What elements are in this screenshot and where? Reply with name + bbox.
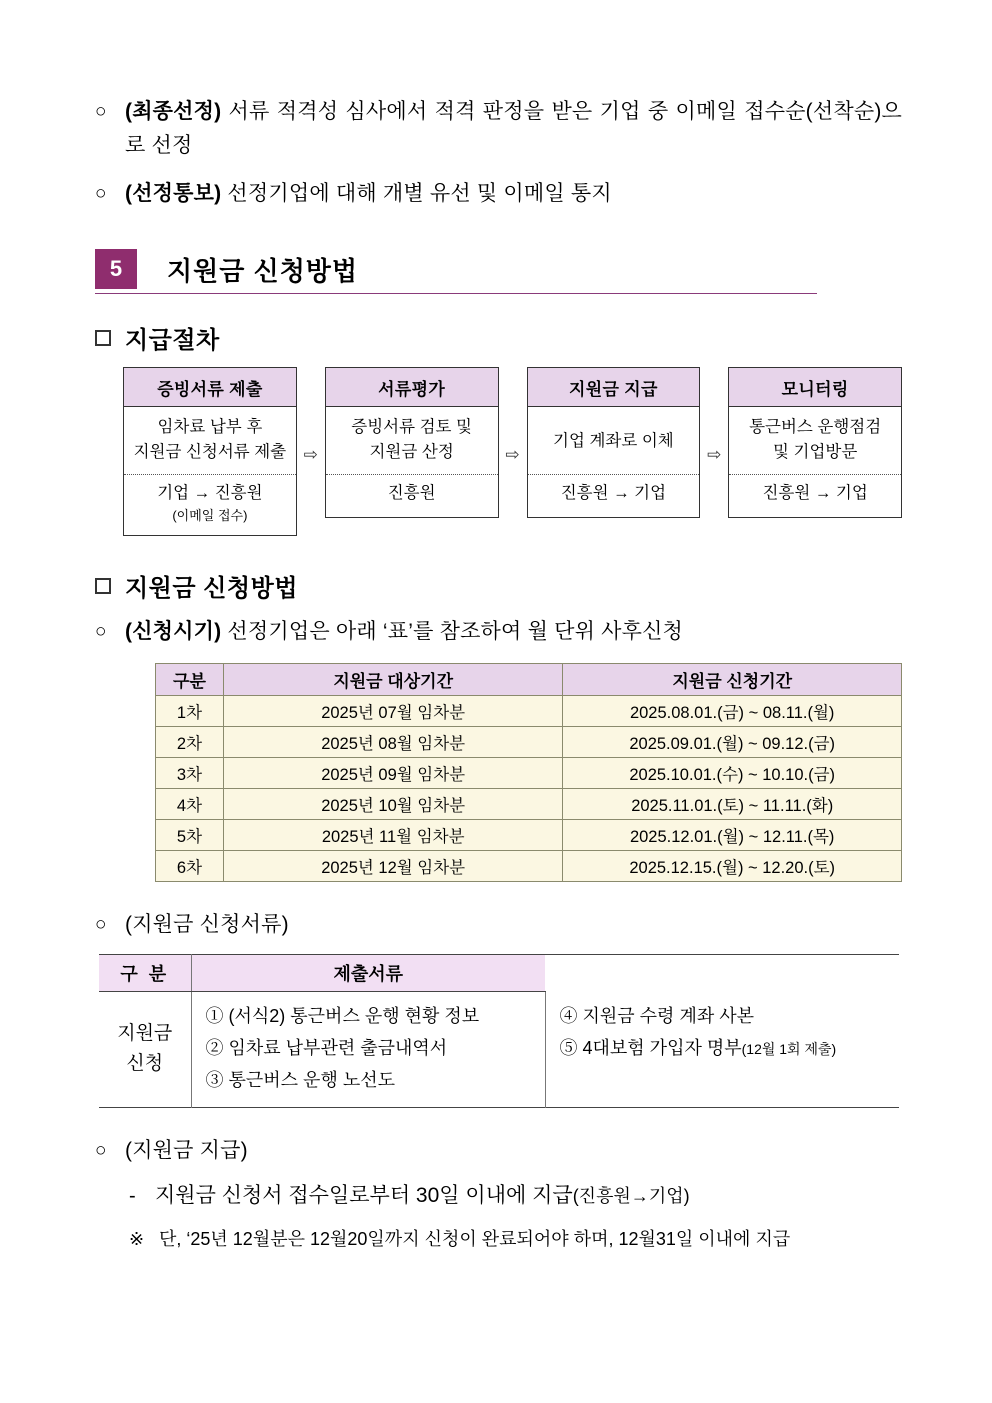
document-item: ① (서식2) 통근버스 운행 현황 정보 [205, 1006, 480, 1027]
table-row [99, 992, 899, 1108]
table-header-row [99, 955, 899, 992]
flow-step-detail: 증빙서류 검토 및 지원금 산정 [326, 407, 498, 475]
flow-step-title: 지원금 지급 [528, 368, 700, 407]
document-item: ④ 지원금 수령 계좌 사본 [559, 1005, 754, 1026]
process-flow-diagram [123, 367, 902, 536]
bullet-circle-icon: ○ [95, 1139, 107, 1161]
cell-target-period: 2025년 12월 임차분 [223, 851, 562, 882]
flow-step-actor-text: 진흥원 [387, 484, 436, 502]
cell-application-period: 2025.10.01.(수) ~ 10.10.(금) [563, 758, 902, 789]
flow-step-title: 증빙서류 제출 [124, 368, 296, 407]
subsection-title: 지원금 신청방법 [125, 575, 298, 602]
schedule-table [155, 663, 902, 882]
table-row [156, 789, 902, 820]
documents-table [99, 954, 899, 1108]
cell-application-period: 2025.12.15.(월) ~ 12.20.(토) [563, 851, 902, 882]
note-text: 단, ‘25년 12월분은 12월20일까지 신청이 완료되어야 하며, 12월31일 이내에 지급 [159, 1228, 791, 1249]
bullet-rest: 선정기업에 대해 개별 유선 및 이메일 통지 [221, 182, 612, 205]
sub-list-note: (진흥원→기업) [572, 1185, 690, 1206]
bullet-text: (지원금 신청서류) [125, 913, 289, 936]
flow-step-detail: 기업 계좌로 이체 [528, 407, 700, 475]
document-item: ② 임차료 납부관련 출금내역서 [205, 1038, 448, 1059]
subsection-title: 지급절차 [125, 327, 220, 354]
note-item [129, 1224, 902, 1254]
document-item-spacer [560, 1065, 890, 1097]
bullet-text: (지원금 지급) [125, 1138, 248, 1162]
cell-category: 5차 [156, 820, 224, 851]
arrow-right-icon: ⇨ [505, 445, 520, 464]
flow-step-actor [528, 475, 700, 517]
document-item-text: ⑤ 4대보험 가입자 명부 [559, 1037, 742, 1058]
flow-step-actor-text: 진흥원 → 기업 [560, 484, 667, 502]
flow-step-3 [527, 367, 701, 518]
cell-documents-right [545, 992, 899, 1108]
flow-step-actor-text: 진흥원 → 기업 [762, 484, 868, 502]
sub-list-item [129, 1180, 902, 1212]
bullet-circle-icon: ○ [95, 621, 107, 642]
asterisk-note-icon: ※ [129, 1228, 145, 1249]
list-item [95, 908, 902, 942]
table-header-row [156, 664, 902, 696]
arrow-right-icon: ⇨ [707, 445, 722, 464]
flow-step-1 [123, 367, 297, 536]
bullet-circle-icon: ○ [95, 101, 107, 122]
cell-documents-left [191, 992, 545, 1108]
cell-category: 1차 [156, 696, 224, 727]
bullet-rest: 서류 적격성 심사에서 적격 판정을 받은 기업 중 이메일 접수순(선착순)으로 선정 [125, 100, 902, 157]
section-heading [95, 249, 817, 294]
flow-step-actor [124, 475, 296, 535]
list-item [95, 1134, 902, 1168]
table-row [156, 727, 902, 758]
flow-step-detail: 통근버스 운행점검 및 기업방문 [729, 407, 901, 475]
arrow-right-icon: ⇨ [303, 445, 318, 464]
flow-step-actor [326, 475, 498, 517]
subsection-heading-application-method [95, 568, 902, 603]
column-header-application-period: 지원금 신청기간 [563, 664, 902, 696]
list-item [95, 177, 902, 211]
flow-step-4 [728, 367, 902, 518]
column-header-documents: 제출서류 [191, 955, 545, 992]
document-item [560, 1032, 890, 1065]
sub-list-main-text: 지원금 신청서 접수일로부터 30일 이내에 지급 [155, 1183, 573, 1207]
bullet-circle-icon: ○ [95, 183, 107, 204]
cell-target-period: 2025년 11월 임차분 [223, 820, 562, 851]
cell-target-period: 2025년 08월 임차분 [223, 727, 562, 758]
table-row [156, 851, 902, 882]
document-item-note: (12월 1회 제출) [741, 1040, 837, 1057]
flow-step-actor-note: (이메일 접수) [172, 508, 248, 523]
section-number-chip: 5 [95, 249, 137, 289]
document-item: ③ 통근버스 운행 노선도 [205, 1070, 395, 1091]
flow-step-detail: 임차료 납부 후 지원금 신청서류 제출 [124, 407, 296, 475]
table-row [156, 758, 902, 789]
cell-category: 4차 [156, 789, 224, 820]
square-bullet-icon [95, 330, 111, 346]
cell-application-period: 2025.09.01.(월) ~ 09.12.(금) [563, 727, 902, 758]
bullet-bold-lead: (최종선정) [125, 100, 222, 123]
cell-application-period: 2025.08.01.(금) ~ 08.11.(월) [563, 696, 902, 727]
column-header-category: 구분 [156, 664, 224, 696]
table-row [156, 696, 902, 727]
column-header-target-period: 지원금 대상기간 [223, 664, 562, 696]
cell-target-period: 2025년 07월 임차분 [223, 696, 562, 727]
cell-category: 2차 [156, 727, 224, 758]
bullet-bold-lead: (선정통보) [125, 182, 222, 205]
square-bullet-icon [95, 578, 111, 594]
flow-step-title: 서류평가 [326, 368, 498, 407]
bullet-text [125, 95, 902, 163]
cell-category: 3차 [156, 758, 224, 789]
list-item [95, 95, 902, 163]
cell-application-period: 2025.11.01.(토) ~ 11.11.(화) [563, 789, 902, 820]
dash-bullet-icon: - [129, 1184, 136, 1207]
table-row [156, 820, 902, 851]
subsection-heading-payment-process [95, 320, 902, 355]
cell-target-period: 2025년 09월 임차분 [223, 758, 562, 789]
cell-target-period: 2025년 10월 임차분 [223, 789, 562, 820]
flow-step-actor [729, 475, 901, 517]
bullet-rest: 선정기업은 아래 ‘표’를 참조하여 월 단위 사후신청 [221, 620, 684, 643]
cell-category: 6차 [156, 851, 224, 882]
column-header-category: 구 분 [99, 955, 191, 992]
sub-list-text [155, 1180, 690, 1212]
flow-step-actor-text: 기업 → 진흥원 [157, 484, 263, 502]
flow-step-title: 모니터링 [729, 368, 901, 407]
cell-application-period: 2025.12.01.(월) ~ 12.11.(목) [563, 820, 902, 851]
list-item [95, 615, 902, 649]
bullet-bold-lead: (신청시기) [125, 620, 222, 643]
cell-row-label: 지원금 신청 [99, 992, 191, 1108]
bullet-text [125, 177, 902, 211]
flow-step-2 [325, 367, 499, 518]
bullet-text [125, 615, 902, 649]
bullet-circle-icon: ○ [95, 914, 107, 935]
section-title: 지원금 신청방법 [167, 255, 359, 286]
